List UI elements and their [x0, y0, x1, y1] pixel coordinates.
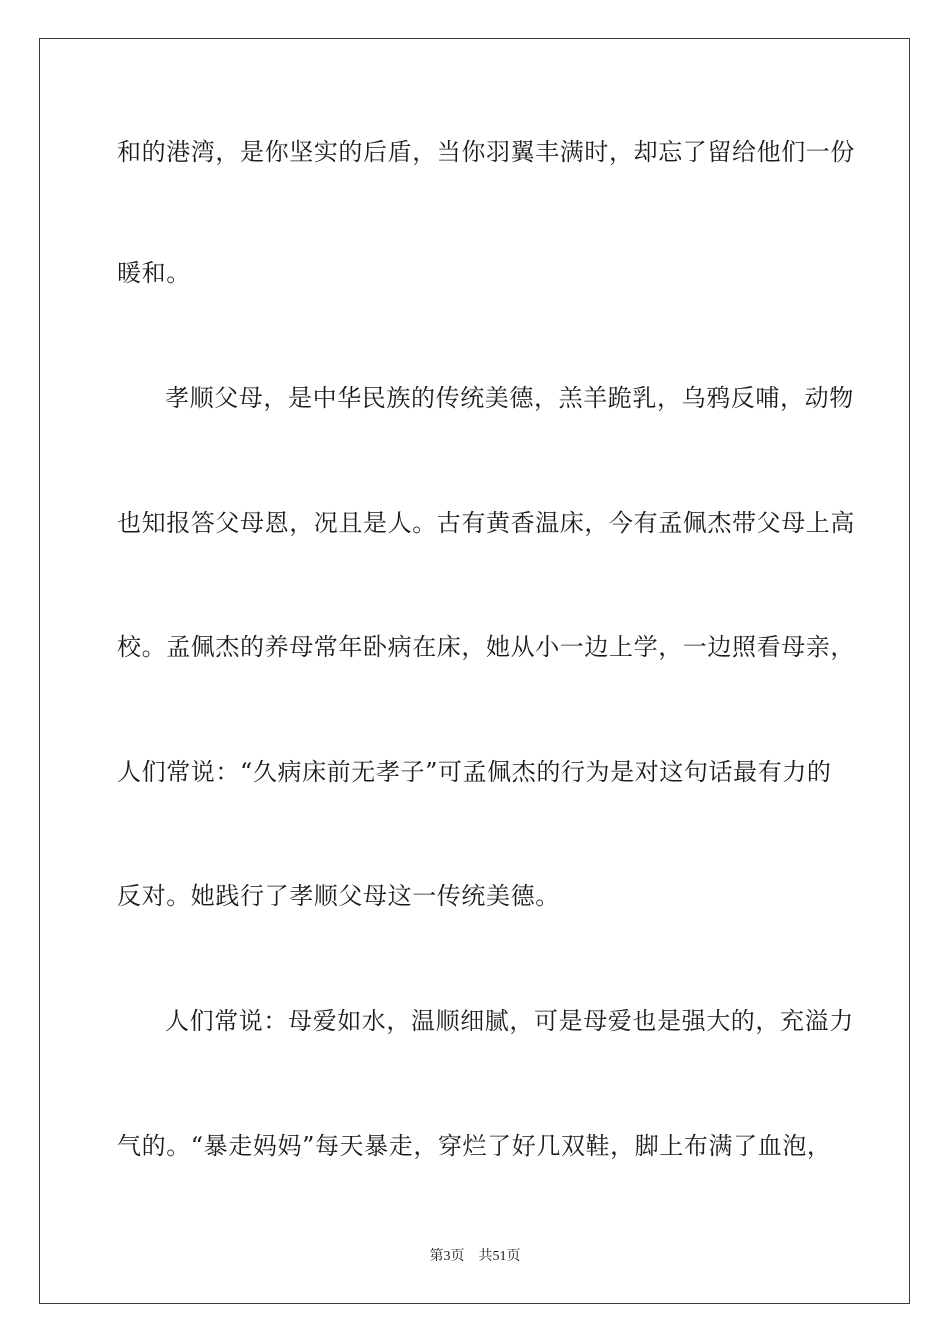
page-footer: [0, 1248, 950, 1266]
page-total: 共51页: [478, 1249, 521, 1264]
text-line: 气的。“暴走妈妈”每天暴走，穿烂了好几双鞋，脚上布满了血泡，: [117, 1132, 832, 1160]
text-line: 暖和。: [117, 259, 191, 287]
page-border: [39, 38, 910, 1304]
text-line: 反对。她践行了孝顺父母这一传统美德。: [117, 882, 560, 910]
page-number: 第3页: [429, 1249, 465, 1264]
text-line: 和的港湾，是你坚实的后盾，当你羽翼丰满时，却忘了留给他们一份: [117, 138, 855, 166]
paragraph-first-line: 孝顺父母，是中华民族的传统美德，羔羊跪乳，乌鸦反哺，动物: [165, 384, 854, 412]
text-line: 也知报答父母恩，况且是人。古有黄香温床，今有孟佩杰带父母上高: [117, 509, 855, 537]
paragraph-first-line: 人们常说：母爱如水，温顺细腻，可是母爱也是强大的，充溢力: [165, 1007, 854, 1035]
text-line: 人们常说：“久病床前无孝子”可孟佩杰的行为是对这句话最有力的: [117, 758, 832, 786]
text-line: 校。孟佩杰的养母常年卧病在床，她从小一边上学，一边照看母亲，: [117, 633, 855, 661]
